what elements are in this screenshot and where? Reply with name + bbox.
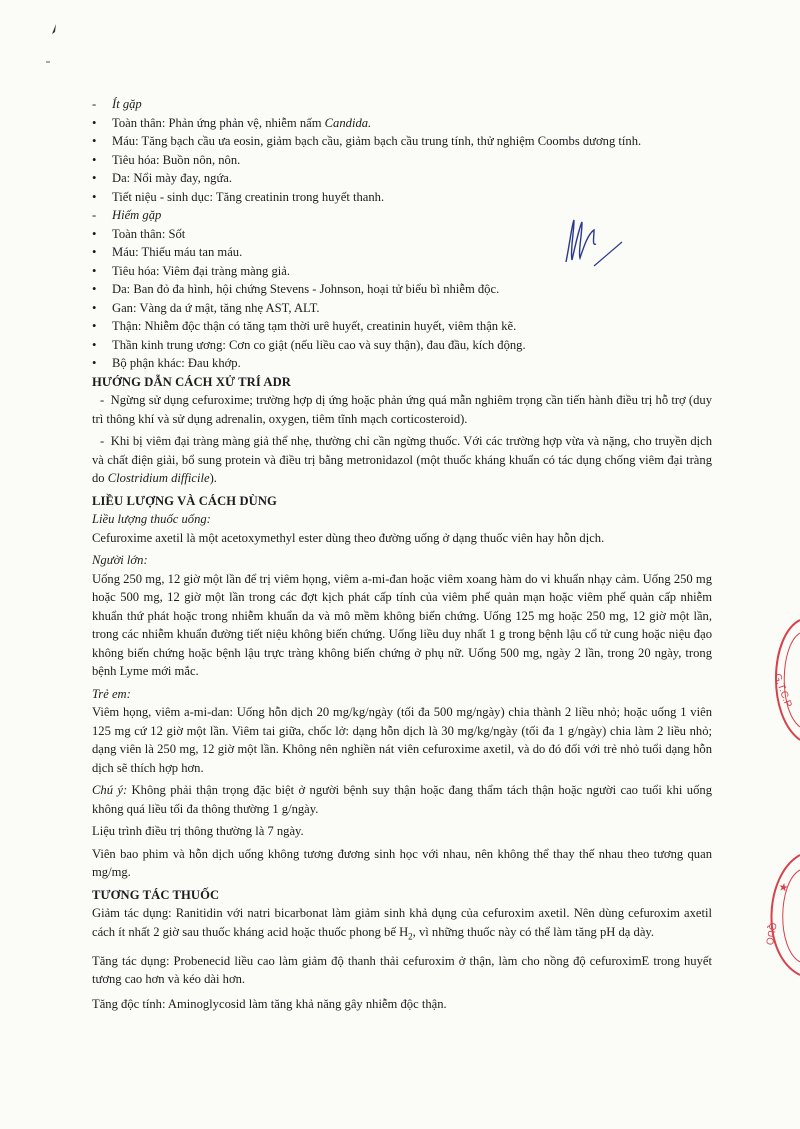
list-item: • Thận: Nhiễm độc thận có tăng tạm thời urê huyết, creatinin huyết, viêm thận kẽ.: [92, 319, 517, 333]
heading-interactions: TƯƠNG TÁC THUỐC: [92, 887, 220, 902]
list-item: • Máu: Tăng bạch cầu ưa eosin, giảm bạch cầu, giảm bạch cầu trung tính, thử nghiệm Coombs dương tính.: [92, 134, 642, 148]
list-item: • Da: Ban đỏ đa hình, hội chứng Stevens - Johnson, hoại tử biểu bì nhiễm độc.: [92, 282, 500, 296]
list-item: • Toàn thân: Phản ứng phản vệ, nhiễm nấm Candida.: [92, 115, 372, 130]
bioequivalence-paragraph: Viên bao phim và hỗn dịch uống không tương đương sinh học với nhau, nên không thể thay thế nhau theo tương quan mg/mg.: [92, 846, 712, 879]
list-item: • Thần kinh trung ương: Cơn co giật (nếu liều cao và suy thận), đau đầu, kích động.: [92, 337, 526, 352]
child-label: Trẻ em:: [92, 686, 131, 701]
red-stamp-bottom: [756, 850, 800, 980]
list-item: • Tiêu hóa: Buồn nôn, nôn.: [92, 152, 241, 167]
child-text: Viêm họng, viêm a-mi-dan: Uống hỗn dịch 20 mg/kg/ngày (tối đa 500 mg/ngày) chia thành 2 liều nhỏ; hoặc uống 1 viên 125 mg cứ 12 giờ một lần. Viêm tai giữa, chốc lở: dạng hỗn dịch là 30 mg/kg/ngày (tối đa 1 g/ngày) chia làm 2 liều nhỏ; dạng viên là 250 mg, 12 giờ một lần. Không nên nghiền nát viên cefuroxime axetil, và do đó đối với trẻ nhỏ tuổi dạng hỗn dịch sẽ thích hợp hơn.: [92, 705, 712, 775]
heading-adr: HƯỚNG DẪN CÁCH XỬ TRÍ ADR: [92, 374, 291, 389]
list-item: • Tiết niệu - sinh dục: Tăng creatinin trong huyết thanh.: [92, 189, 385, 204]
list-item: • Da: Nổi mày đay, ngứa.: [92, 171, 233, 185]
adr-paragraph-1: - Ngừng sử dụng cefuroxime; trường hợp dị ứng hoặc phản ứng quá mẫn nghiêm trọng cần tiến hành điều trị hỗ trợ (duy trì thông khí và sử dụng adrenalin, oxygen, tiêm tĩnh mạch corticosteroid).: [92, 393, 713, 426]
adult-text: Uống 250 mg, 12 giờ một lần để trị viêm họng, viêm a-mi-đan hoặc viêm xoang hàm do vi khuẩn nhạy cảm. Uống 250 mg hoặc 500 mg, 12 giờ một lần trong các đợt kịch phát cấp tính của viêm phế quản mạn hoặc viêm phế quản cấp nhiễm khuẩn thứ phát hoặc trong nhiễm khuẩn da và mô mềm không biến chứng. Uống 125 mg hoặc 250 mg, 12 giờ một lần, trong các nhiễm khuẩn đường tiết niệu không biến chứng. Uống liều duy nhất 1 g trong bệnh lậu cổ tử cung hoặc niệu đạo không biến chứng hoặc bệnh lậu trực tràng không biến chứng ở phụ nữ. Uống 500 mg, ngày 2 lần, trong 20 ngày, trong bệnh Lyme mới mắc.: [92, 571, 712, 678]
corner-ink-mark: [44, 18, 64, 66]
list-item: • Tiêu hóa: Viêm đại tràng màng giả.: [92, 263, 290, 278]
oral-label: Liều lượng thuốc uống:: [92, 512, 211, 526]
course-paragraph: Liệu trình điều trị thông thường là 7 ngày.: [92, 824, 304, 838]
interaction-toxicity: Tăng độc tính: Aminoglycosid làm tăng khả năng gây nhiễm độc thận.: [92, 996, 447, 1011]
document-content: [92, 95, 712, 1019]
svg-text:G.T.C.P: G.T.C.P: [771, 672, 794, 709]
list-item: • Gan: Vàng da ứ mật, tăng nhẹ AST, ALT.: [92, 300, 320, 315]
red-stamp-top: [760, 615, 800, 745]
adr-paragraph-2: - Khi bị viêm đại tràng màng giả thể nhẹ, thường chỉ cần ngừng thuốc. Với các trường hợp vừa và nặng, cho truyền dịch và chất điện giải, bổ sung protein và điều trị bằng metronidazol (một thuốc kháng khuẩn có tác dụng chống viêm đại tràng do Clostridium difficile).: [92, 434, 712, 485]
section-label-uncommon: - Ít gặp: [92, 97, 142, 111]
interaction-increase: Tăng tác dụng: Probenecid liều cao làm giảm độ thanh thải cefuroxim ở thận, làm cho nồng độ cefuroximE trong huyết tương cao hơn và kéo dài hơn.: [92, 953, 712, 987]
svg-text:★: ★: [777, 881, 790, 895]
list-item: • Bộ phận khác: Đau khớp.: [92, 356, 241, 370]
heading-dosage: LIỀU LƯỢNG VÀ CÁCH DÙNG: [92, 493, 277, 508]
svg-text:QUỐ: QUỐ: [763, 921, 778, 946]
list-item: • Toàn thân: Sốt: [92, 226, 186, 241]
adult-label: Người lớn:: [92, 553, 148, 567]
interaction-decrease: Giảm tác dụng: Ranitidin với natri bicarbonat làm giảm sinh khả dụng của cefuroxim axetil. Nên dùng cefuroxim axetil cách ít nhất 2 giờ sau thuốc kháng acid hoặc thuốc phong bế $H_2$, vì những thuốc này có thể làm tăng pH dạ dày.: [92, 906, 712, 942]
oral-text: Cefuroxime axetil là một acetoxymethyl ester dùng theo đường uống ở dạng thuốc viên hay hỗn dịch.: [92, 530, 605, 545]
section-label-rare: - Hiếm gặp: [92, 208, 162, 222]
note-paragraph: Chú ý: Không phải thận trọng đặc biệt ở người bệnh suy thận hoặc đang thẩm tách thận hoặc người cao tuổi khi uống không quá liều tối đa thông thường 1 g/ngày.: [92, 783, 712, 816]
list-item: • Máu: Thiếu máu tan máu.: [92, 245, 243, 259]
